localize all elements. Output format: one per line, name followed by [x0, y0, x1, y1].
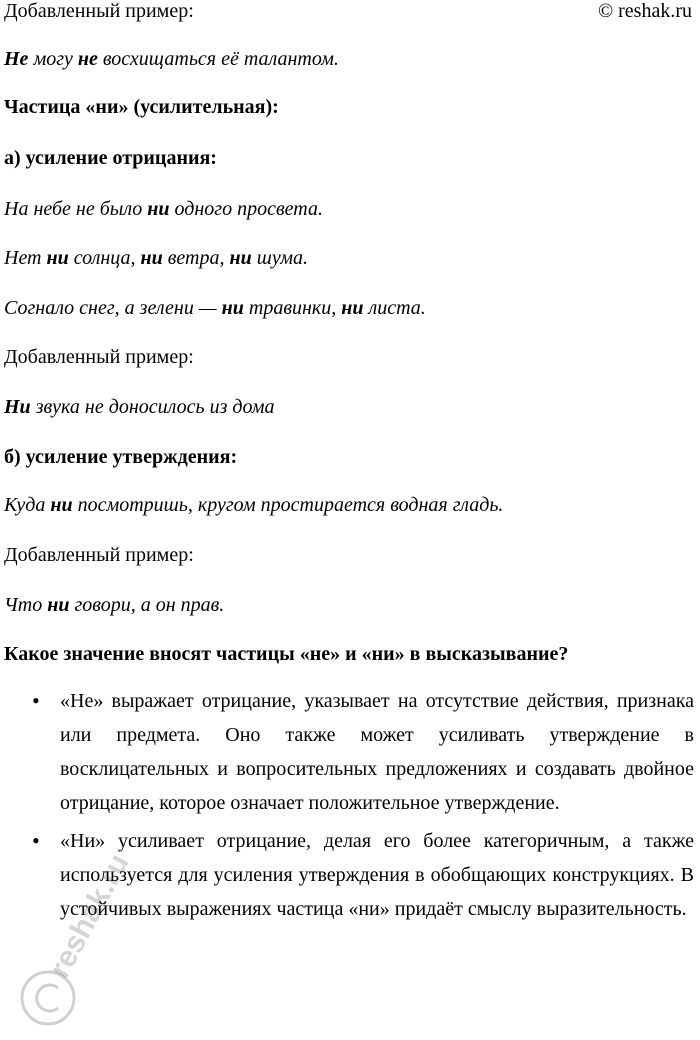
text-fragment: шума.	[251, 247, 308, 269]
page-header	[4, 0, 692, 26]
particle-ni: ни	[47, 594, 70, 616]
example-ne	[4, 46, 339, 72]
text-fragment: могу	[28, 48, 78, 70]
list-item-text: «Не» выражает отрицание, указывает на отсутствие действия, признака или предмета. Оно также может усиливать утверждение в восклицательных и вопросительных предложениях и создавать двойное отрицание, которое означает положительное утверждение.	[60, 690, 694, 814]
particle-ni: ни	[50, 494, 73, 516]
particle-ni: Ни	[4, 396, 31, 418]
text-fragment: Куда	[4, 494, 51, 516]
text-fragment: говори, а он прав.	[69, 594, 225, 616]
bullet-icon: •	[32, 688, 40, 713]
particle-ni: ни	[140, 247, 163, 269]
subheading-affirmation: б) усиление утверждения:	[4, 446, 238, 468]
text-fragment: посмотришь, кругом простирается водная гладь.	[72, 494, 504, 516]
added-example-label-2: Добавленный пример:	[4, 346, 194, 368]
text-fragment: листа.	[363, 297, 426, 319]
example-negation-2	[4, 245, 308, 271]
copyright-c-icon	[37, 985, 58, 1011]
text-fragment: восхищаться её талантом.	[97, 48, 339, 70]
heading-particle-ni: Частица «ни» (усилительная):	[4, 96, 279, 118]
text-fragment: одного просвета.	[169, 198, 323, 220]
text-fragment: ветра,	[162, 247, 230, 269]
particle-ne: Не	[4, 48, 29, 70]
text-fragment: Что	[4, 594, 48, 616]
text-fragment: Нет	[4, 247, 47, 269]
text-fragment: травинки,	[243, 297, 342, 319]
text-fragment: На небе не было	[4, 198, 148, 220]
watermark-text: reshak.ru	[43, 848, 136, 984]
text-fragment: звука не доносилось из дома	[30, 396, 275, 418]
list-item	[32, 684, 694, 820]
example-affirmation-1	[4, 492, 503, 518]
example-negation-4	[4, 394, 275, 420]
copyright-circle-icon	[22, 972, 74, 1024]
added-example-label: Добавленный пример:	[4, 0, 194, 22]
example-negation-1	[4, 196, 323, 222]
particle-ni: ни	[229, 247, 252, 269]
example-affirmation-2	[4, 592, 224, 618]
particle-ni: ни	[46, 247, 69, 269]
particle-ne: не	[77, 48, 98, 70]
added-example-label-3: Добавленный пример:	[4, 544, 194, 566]
bullet-icon: •	[32, 828, 40, 853]
copyright-label: © reshak.ru	[597, 0, 692, 22]
subheading-negation: а) усиление отрицания:	[4, 147, 217, 169]
example-negation-3	[4, 295, 426, 321]
question-heading: Какое значение вносят частицы «не» и «ни» в высказывание?	[4, 643, 569, 665]
text-fragment: солнца,	[68, 247, 141, 269]
particle-ni: ни	[221, 297, 244, 319]
particle-ni: ни	[147, 198, 170, 220]
text-fragment: Согнало снег, а зелени —	[4, 297, 222, 319]
particle-ni: ни	[341, 297, 364, 319]
list-item-text: «Ни» усиливает отрицание, делая его более категоричным, а также используется для усиления утверждения в обобщающих конструкциях. В устойчивых выражениях частица «ни» придаёт смыслу выразительность.	[60, 830, 694, 920]
answer-list	[0, 684, 700, 926]
